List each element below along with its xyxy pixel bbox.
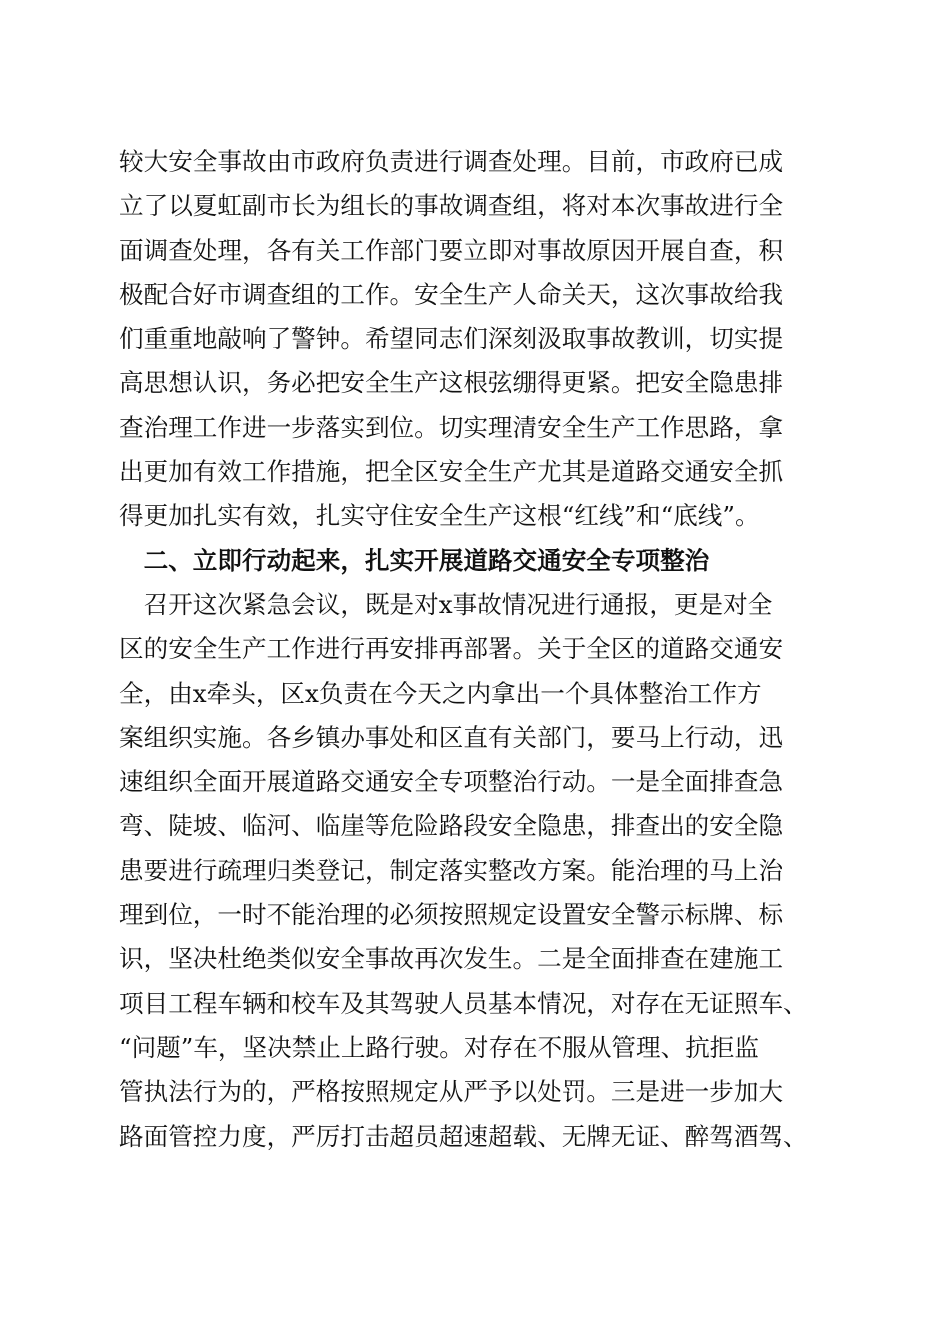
section-heading: 二、立即行动起来，扎实开展道路交通安全专项整治 [119,545,710,575]
paragraph-line: 高思想认识，务必把安全生产这根弦绷得更紧。把安全隐患排 [119,368,784,398]
paragraph-line: 得更加扎实有效，扎实守住安全生产这根“红线”和“底线”。 [119,501,760,531]
paragraph-line: 较大安全事故由市政府负责进行调查处理。目前，市政府已成 [119,147,784,176]
paragraph-line: 弯、陡坡、临河、临崖等危险路段安全隐患，排查出的安全隐 [119,811,784,841]
paragraph-line: 速组织全面开展道路交通安全专项整治行动。一是全面排查急 [119,767,784,797]
paragraph-line: 查治理工作进一步落实到位。切实理清安全生产工作思路，拿 [119,412,784,442]
paragraph-line: 管执法行为的，严格按照规定从严予以处罚。三是进一步加大 [119,1077,784,1107]
paragraph-line: 面调查处理，各有关工作部门要立即对事故原因开展自查，积 [119,235,784,265]
paragraph-line: 全，由x牵头，区x负责在今天之内拿出一个具体整治工作方 [119,678,762,708]
paragraph-line: “问题”车，坚决禁止上路行驶。对存在不服从管理、抗拒监 [119,1032,759,1062]
paragraph-line: 案组织实施。各乡镇办事处和区直有关部门，要马上行动，迅 [119,722,784,752]
document-body [119,140,831,1159]
paragraph-line: 出更加有效工作措施，把全区安全生产尤其是道路交通安全抓 [119,457,784,487]
paragraph-line: 项目工程车辆和校车及其驾驶人员基本情况，对存在无证照车、 [119,988,808,1018]
paragraph-line: 们重重地敲响了警钟。希望同志们深刻汲取事故教训，切实提 [119,324,784,354]
paragraph-line: 立了以夏虹副市长为组长的事故调查组，将对本次事故进行全 [119,191,784,221]
paragraph-line: 路面管控力度，严厉打击超员超速超载、无牌无证、醉驾酒驾、 [119,1121,808,1151]
paragraph-line: 召开这次紧急会议，既是对x事故情况进行通报，更是对全 [119,589,773,619]
paragraph-line: 极配合好市调查组的工作。安全生产人命关天，这次事故给我 [119,279,784,309]
paragraph-line: 患要进行疏理归类登记，制定落实整改方案。能治理的马上治 [119,855,784,885]
paragraph-line: 理到位，一时不能治理的必须按照规定设置安全警示标牌、标 [119,900,784,930]
paragraph-line: 识，坚决杜绝类似安全事故再次发生。二是全面排查在建施工 [119,944,784,974]
paragraph-line: 区的安全生产工作进行再安排再部署。关于全区的道路交通安 [119,634,784,664]
